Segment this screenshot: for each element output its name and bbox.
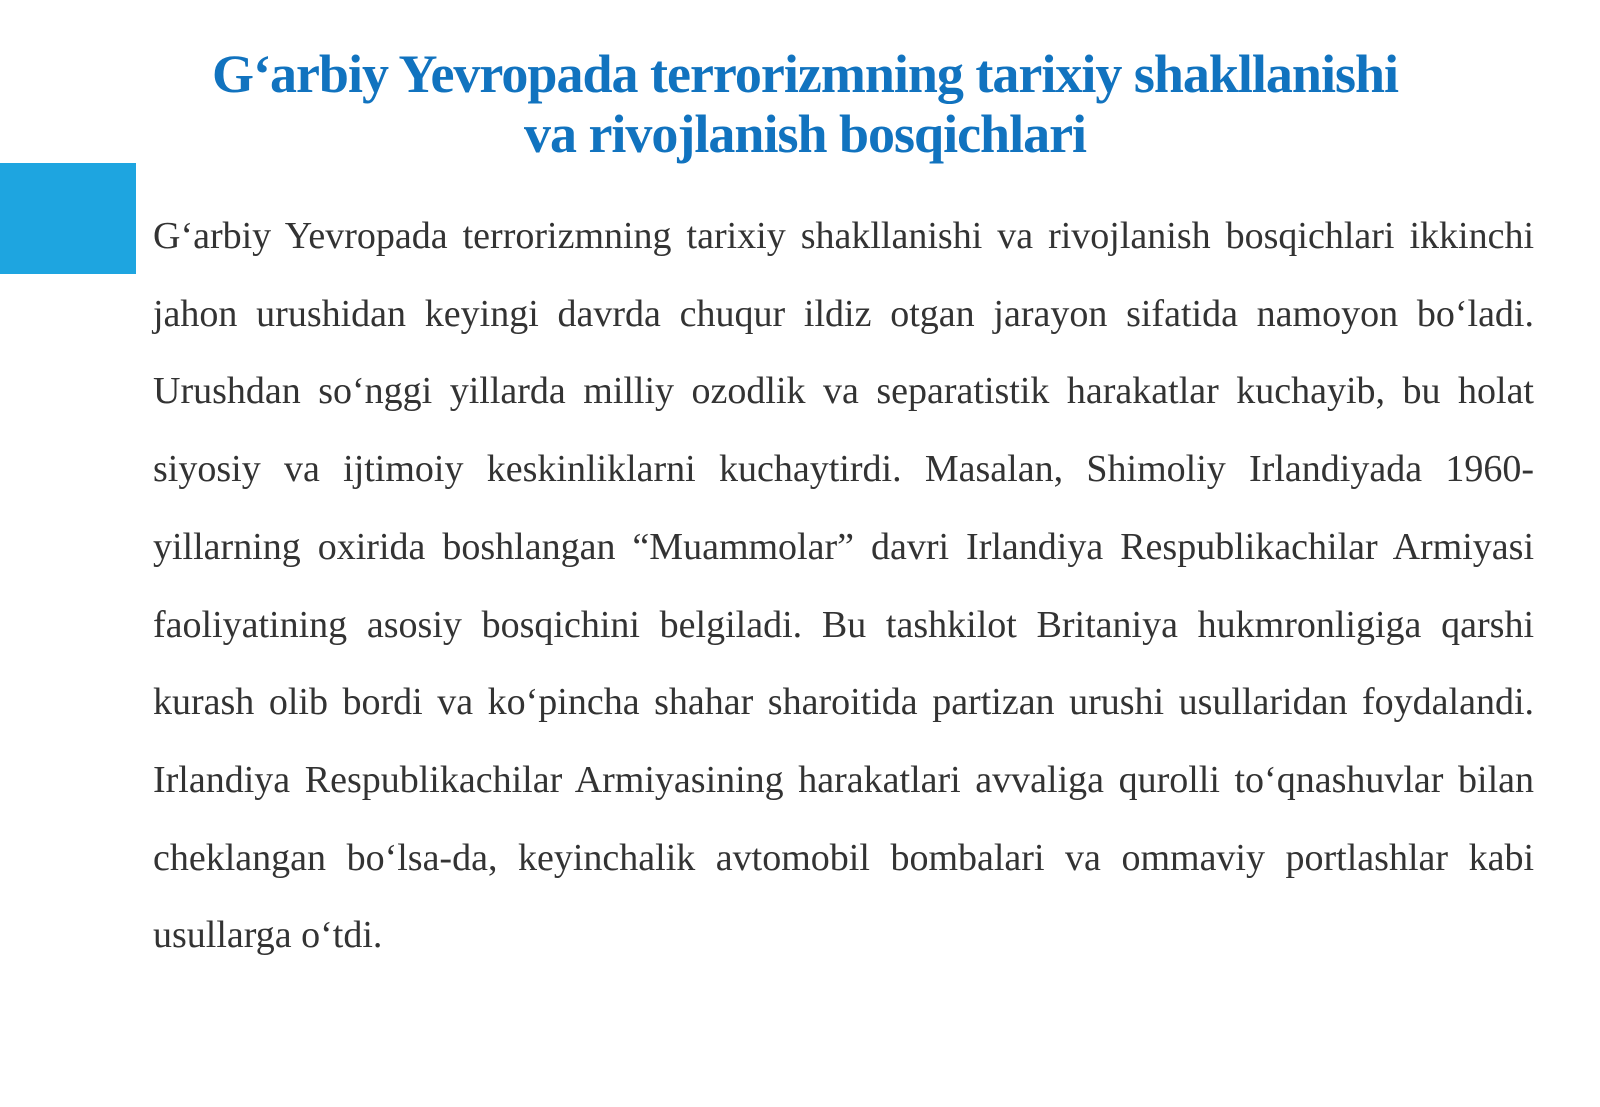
accent-block [0,163,136,274]
slide-title-line-2: va rivojlanish bosqichlari [523,104,1087,164]
slide-title [120,44,1490,164]
slide-body-paragraph: G‘arbiy Yevropada terrorizmning tarixiy shakllanishi va rivojlanish bosqichlari ikkinchi jahon urushidan keyingi davrda chuqur ildiz otgan jarayon sifatida namoyon bo‘ladi. Urushdan so‘nggi yillarda milliy ozodlik va separatistik harakatlar kuchayib, bu holat siyosiy va ijtimoiy keskinliklarni kuchaytirdi. Masalan, Shimoliy Irlandiyada 1960-yillarning oxirida boshlangan “Muammolar” davri Irlandiya Respublikachilar Armiyasi faoliyatining asosiy bosqichini belgiladi. Bu tashkilot Britaniya hukmronligiga qarshi kurash olib bordi va ko‘pincha shahar sharoitida partizan urushi usullaridan foydalandi. Irlandiya Respublikachilar Armiyasining harakatlari avvaliga qurolli to‘qnashuvlar bilan cheklangan bo‘lsa-da, keyinchalik avtomobil bombalari va ommaviy portlashlar kabi usullarga o‘tdi. [153,215,1534,957]
slide-title-line-1: G‘arbiy Yevropada terrorizmning tarixiy shakllanishi [211,44,1399,104]
